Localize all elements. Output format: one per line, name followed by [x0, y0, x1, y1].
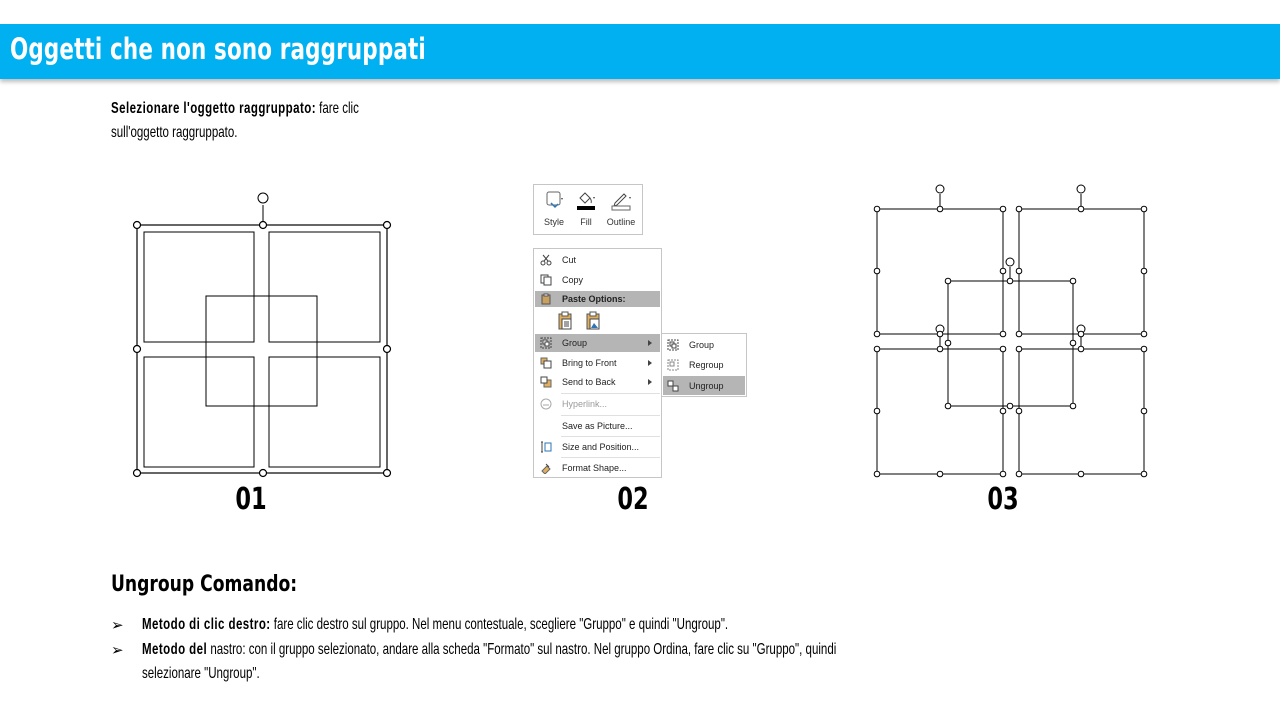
intro-bold: Selezionare l'oggetto raggruppato: [111, 100, 316, 117]
pen-outline-icon [604, 189, 638, 211]
menu-separator [561, 393, 660, 394]
send-to-back-icon [540, 376, 552, 388]
submenu-item-group-label: Group [689, 340, 715, 350]
paint-bucket-icon [569, 189, 603, 211]
menu-item-group-label: Group [562, 338, 588, 348]
menu-item-format-shape[interactable] [535, 459, 660, 477]
hyperlink-icon [540, 398, 552, 410]
title-bar [0, 24, 1280, 79]
section-title: Ungroup Comando: [111, 572, 298, 597]
menu-item-send-to-back[interactable] [535, 373, 660, 391]
menu-item-save-as-picture[interactable] [535, 417, 660, 435]
scissors-icon [540, 254, 552, 266]
submenu-arrow-icon [648, 340, 652, 346]
bullet-2-bold: Metodo del [142, 641, 208, 658]
context-menu [533, 248, 662, 478]
fill-button[interactable] [569, 189, 603, 227]
submenu-item-regroup-label: Regroup [689, 360, 724, 370]
submenu-item-group[interactable] [663, 335, 745, 354]
menu-item-send-to-back-label: Send to Back [562, 377, 616, 387]
bullet-2-text-line2: selezionare "Ungroup". [142, 665, 260, 682]
format-shape-icon [540, 462, 552, 474]
menu-item-size-and-position[interactable] [535, 438, 660, 456]
intro-line1: fare clic [315, 100, 359, 117]
menu-item-save-as-picture-label: Save as Picture... [562, 421, 633, 431]
regroup-icon [667, 359, 679, 371]
paste-options-header [535, 291, 660, 307]
group-submenu [661, 333, 747, 397]
paste-keep-formatting-icon[interactable] [556, 311, 574, 331]
paste-options-label: Paste Options: [562, 294, 626, 304]
menu-item-bring-to-front-label: Bring to Front [562, 358, 617, 368]
style-button[interactable] [537, 189, 571, 227]
menu-separator [561, 457, 660, 458]
menu-separator [561, 436, 660, 437]
fill-label: Fill [580, 217, 592, 227]
figure-label-02: 02 [617, 482, 649, 517]
menu-item-hyperlink-label: Hyperlink... [562, 399, 608, 409]
outline-label: Outline [606, 217, 636, 227]
arrow-bullet-icon: ➢ [111, 616, 124, 634]
group-icon [667, 339, 679, 351]
style-label: Style [543, 217, 564, 227]
menu-item-cut[interactable] [535, 251, 660, 269]
menu-item-copy[interactable] [535, 271, 660, 289]
menu-separator [561, 415, 660, 416]
bullet-1-text: fare clic destro sul gruppo. Nel menu contestuale, scegliere "Gruppo" e quindi "Ungroup". [270, 616, 729, 633]
copy-icon [540, 274, 552, 286]
paste-picture-icon[interactable] [584, 311, 602, 331]
submenu-item-regroup[interactable] [663, 355, 745, 374]
submenu-item-ungroup-label: Ungroup [689, 381, 724, 391]
page-title: Oggetti che non sono raggruppati [10, 32, 426, 66]
size-position-icon [540, 441, 552, 453]
figure-label-01: 01 [235, 482, 267, 517]
submenu-arrow-icon [648, 379, 652, 385]
menu-item-group[interactable] [535, 334, 660, 352]
menu-item-copy-label: Copy [562, 275, 584, 285]
menu-item-bring-to-front[interactable] [535, 354, 660, 372]
bullet-2-text: nastro: con il gruppo selezionato, andare alla scheda "Formato" sul nastro. Nel gruppo Ordina, fare clic su "Gruppo", quindi [207, 641, 837, 658]
format-ribbon [533, 184, 643, 235]
shape-style-icon [537, 189, 571, 211]
group-icon [540, 337, 552, 349]
intro-text [111, 97, 455, 145]
intro-line2: sull'oggetto raggruppato. [111, 124, 238, 141]
figure-grouped [125, 185, 400, 485]
menu-item-cut-label: Cut [562, 255, 577, 265]
bullet-1-bold: Metodo di clic destro: [142, 616, 271, 633]
submenu-item-ungroup[interactable] [663, 376, 745, 395]
arrow-bullet-icon: ➢ [111, 641, 124, 659]
menu-item-format-shape-label: Format Shape... [562, 463, 627, 473]
menu-item-size-and-position-label: Size and Position... [562, 442, 640, 452]
figure-label-03: 03 [987, 482, 1019, 517]
clipboard-icon [540, 293, 552, 305]
figure-ungrouped [868, 180, 1153, 482]
submenu-arrow-icon [648, 360, 652, 366]
outline-button[interactable] [604, 189, 638, 227]
menu-item-hyperlink[interactable] [535, 395, 660, 413]
bring-to-front-icon [540, 357, 552, 369]
ungroup-icon [667, 380, 679, 392]
